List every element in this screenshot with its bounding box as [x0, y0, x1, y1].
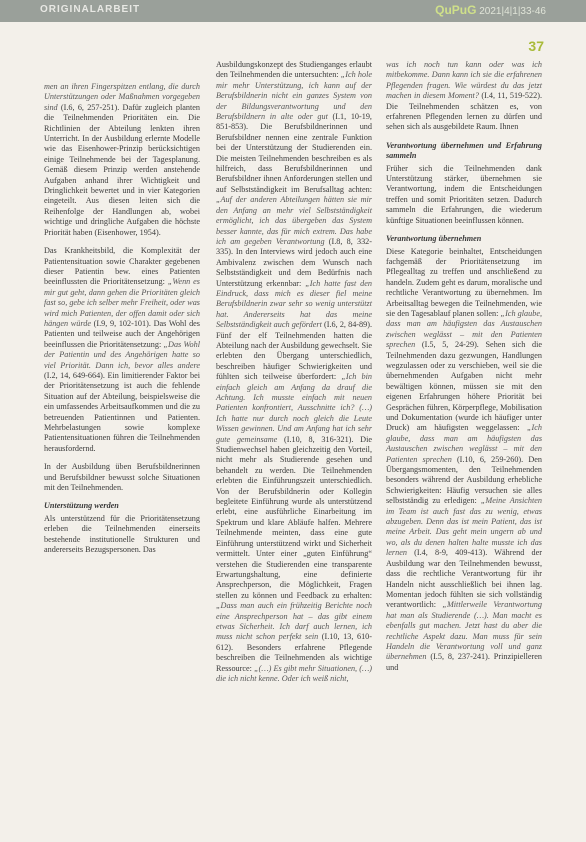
- body-text: Diese Kategorie beinhaltet, Entscheidungen fachgemäß der Prioritätensetzung im Pflegealltag zu treffen und anschließend zu handeln. Zudem geht es darum, moralische und rechtliche Verantwortung zu übernehmen. Im Arbeitsalltag bewegen die Teilnehmenden, wie sie den Tagesablauf planen sollen:: [386, 246, 542, 318]
- text-column-3: [386, 60, 542, 681]
- journal-issue: 2021|4|1|33-46: [479, 6, 546, 17]
- text-column-2: [216, 60, 372, 692]
- subheading: Verantwortung übernehmen und Erfahrung sammeln: [386, 140, 542, 161]
- paragraph: [44, 514, 200, 556]
- quote: „Ich glaube, dass man am häufigsten das Austauschen zwischen weglässt – mit den Patienten sprechen: [386, 423, 542, 464]
- body-text: In der Ausbildung üben Berufsbildnerinnen und Berufsbildner bewusst solche Situationen mit den Teilnehmenden.: [44, 462, 200, 493]
- body-text: Als unterstützend für die Prioritätensetzung erleben die Teilnehmenden einerseits bestehende institutionelle Strukturen und andererseits Bezugspersonen. Das: [44, 513, 200, 555]
- quote: „(…) Es gibt mehr Situationen, (…) die ich nicht kenne. Oder ich weiß nicht,: [216, 663, 372, 683]
- body-text: (I.2, 14, 649-664). Ein limitierender Faktor bei der Prioritätensetzung ist auch die fehlende Situation auf der Abteilung, beispielsweise die ein umfassendes Arbeitsaufkommen und die zu betreuenden Patientinnen und Patienten. Mehrbelastungen sowie komplexe Patientensituationen führen die Teilnehmenden herausfordernd.: [44, 370, 200, 453]
- body-text: Ausbildungskonzept des Studienganges erlaubt den Teilnehmenden die untersuchten:: [216, 60, 372, 80]
- paragraph: [44, 462, 200, 493]
- quote: „Wenn es mir gut geht, dann gehen die Prioritäten gleich fast so, gebe ich selber mehr Freiheit, oder was wird mich Patienten, der offen damit oder sich hängen würde: [44, 277, 200, 328]
- quote: was ich noch tun kann oder was ich mitbekomme. Dann kann ich sie die erfahrenen Pflegenden fragen. Wie würdest du das jetzt machen in diesem Moment?: [386, 60, 542, 101]
- body-text: (I.1, 10-19, 851-853). Die Berufsbildnerinnen und Berufsbildner nennen eine zentrale Funktion bei der Unterstützung der Studierenden ein. Die meisten Teilnehmenden beschreiben es als hilfreich, dass Berufsbildnerinnen und Berufsbildner ihnen Anforderungen stellen und auf Selbstständigkeit im Berufsalltag achten:: [216, 112, 372, 194]
- text-column-1: [44, 82, 200, 563]
- body-text: (I.4, 8-9, 409-413). Während der Ausbildung war den Teilnehmenden bewusst, dass die rechtliche Verantwortung für ihr Handeln nicht ausschließlich bei ihnen lag. Momentan jedoch fühlten sie sich vollständig verantwortlich:: [386, 548, 542, 610]
- body-text: (I.10, 6, 259-260). Den Übergangsmomenten, den Teilnehmenden besonders während der Ausbildung erhebliche Schwierigkeiten: Häufig versuchen sie alles selbstständig zu erledigen:: [386, 454, 542, 506]
- subheading: Verantwortung übernehmen: [386, 234, 482, 244]
- page-header: [0, 0, 586, 22]
- paragraph: [44, 82, 200, 238]
- body-text: Das Krankheitsbild, die Komplexität der Patientensituation sowie Charakter gegebenen dieser Patientin bew. eines Patienten beeinflussten die Prioritätensetzung:: [44, 246, 200, 287]
- quote: „Meine Ansichten im Team ist auch fast das zu wenig, etwas abzugeben. Denn das ist mein Patient, das ist meine Arbeit. Das geht mein ungern ab und wo, als du denen halten halte musste ich das lernen: [386, 496, 542, 558]
- quote: men an ihren Fingerspitzen entlang, die durch Unterstützungen oder Maßnahmen vorgegeben sind: [44, 82, 200, 112]
- body-text: (I.6, 6, 257-251). Dafür zugleich planten die Teilnehmenden Prioritäten ein. Die Richtlinien der Abteilung lenkten ihren Unterricht. In der Ausbildung erlernte Modelle wie das Eisenhower-Prinzip berücksichtigen einige Teilnehmende bei der Tagesplanung. Gemäß diesem Prinzip werden anstehende Aufgaben anhand ihrer Wichtigkeit und Dringlichkeit bewertet und in vier Kategorien eingeteilt. Aus diesen leiten sich die Reihenfolge der Handlungen ab, wobei wichtige und dringliche Aufgaben die höchste Priorität haben (Eisenhower, 1954).: [44, 102, 200, 237]
- quote: „Ich hatte fast den Eindruck, dass mich es dieser fiel meine Berufsbildnerin zwar sehr so wenig unterstützt hat. Andererseits hat das meine Selbstständigkeit auch gefördert: [216, 278, 372, 330]
- paragraph: [386, 60, 542, 133]
- section-label: ORIGINALARBEIT: [40, 4, 141, 15]
- journal-name: QuPuG: [435, 3, 477, 17]
- quote: „Ich glaube, dass man am häufigsten das Austauschen zwischen weglässt – mit den Patienten sprechen: [386, 308, 543, 350]
- journal-reference: [435, 3, 546, 17]
- body-text: (I.9, 9, 102-101). Das Wohl des Patienten und teilweise auch der Angehörigen beeinflussen die Prioritätensetzung:: [44, 318, 200, 349]
- body-text: (I.10, 8, 316-321). Die Studienwechsel haben gleichzeitig den Vorteil, nicht mehr als Studierende gesehen und behandelt zu werden. Die Teilnehmenden erlebten die Einführungszeit unterschiedlich. Von der Berufsbildnerin oder Kollegin begleitete Einführung wurde als unterstützend erlebt, eine ausführliche Einarbeitung im Spektrum und klare Abläufe halfen. Mehrere Teilnehmende meinten, dass eine gute Einführung unterstützend wirkt und Sicherheit vermittelt. Unter einer „guten Einführung“ verstehen die Studierenden eine transparente Erwartungshaltung, eine definierte Ansprechperson, die Möglichkeit, Fragen stellen zu können und Feedback zu erhalten:: [216, 434, 372, 600]
- quote: „Ich hole mir mehr Unterstützung, ich kann auf der Berufsbildnerin nicht ein ganzes System von der Bildungsverantwortung und den Berufsbildnern in alte oder gut: [216, 70, 373, 122]
- quote: „Dass man auch ein frühzeitig Berichte noch eine Ansprechperson hat – das gibt einem etwas Sicherheit. Ich darf auch lernen, ich muss nicht schon perfekt sein: [216, 601, 372, 642]
- subheading: Unterstützung werden: [44, 501, 119, 511]
- body-text: (I.8, 8, 332-335). In den Interviews wird jedoch auch eine Ambivalenz zwischen dem Wunsch nach Selbstständigkeit und dem Bedürfnis nach Unterstützung erkennbar:: [216, 236, 372, 288]
- body-text: (I.6, 2, 84-89). Fünf der elf Teilnehmenden hatten die Abteilung nach der Ausbildung gewechselt. Sie erlebten den Übergang unterschiedlich, beschreiben häufiger Schwierigkeiten und fühlten sich teilweise überfordert:: [216, 320, 372, 382]
- body-text: (I.5, 5, 24-29). Sehen sich die Teilnehmenden dazu gezwungen, Handlungen wegzulassen oder zu verschieben, weil sie die übernehmenden Aufgaben nicht mehr bewältigen können, müssen sie mit den eigenen Erfahrungen höhere Priorität bei Gesprächen führen, Körperpflege, Mobilisation und Dokumentation (wurde ich häufiger unter Druck) am häufigsten weggelassen:: [386, 340, 542, 433]
- quote: „Mittlerweile Verantwortung hat man als Studierende (…). Man macht es ebenfalls gut machen. Jetzt hast du aber die rechtliche Aspekt dazu. Man muss für sein Handeln die Verantwortung voll und ganz übernehmen: [386, 600, 542, 662]
- page-number: 37: [528, 38, 544, 54]
- quote: „Das Wohl der Patientin und des Angehörigen hatte so viel Priorität. Dann ich, bevor alles andere: [44, 339, 200, 370]
- paragraph: [216, 60, 372, 684]
- body-text: (I.5, 8, 237-241). Prinzipielleren und: [386, 652, 542, 672]
- quote: „Auf der anderen Abteilungen hätten sie mir den Anfang an mehr viel Selbstständigkeit ermöglicht, ich das übergeben das System besser kannte, das für mich extrem. Das habe ich am gegeben Verantwortung: [216, 195, 372, 246]
- paragraph: [386, 164, 542, 226]
- body-text: (I.10, 13, 610-612). Besonders erfahrene Pflegende beschreiben die Teilnehmenden als wichtige Ressource:: [216, 632, 372, 673]
- body-text: Früher sich die Teilnehmenden dank Unterstützung stärker, übernehmen sie Verantwortung, indem die Entscheidungen treffen und somit Prioritäten setzen. Dadurch sammeln die Erfahrungen, die wiederum künftige Situationen beeinflussen können.: [386, 163, 542, 225]
- body-text: (I.4, 11, 519-522). Die Teilnehmenden schätzen es, von erfahrenen Pflegenden lernen zu dürfen und sehen sich als ausgebildete Raum. Ihnen: [386, 91, 542, 132]
- paragraph: [44, 246, 200, 454]
- paragraph: [386, 247, 542, 674]
- quote: „Ich bin einfach gleich am Anfang da drauf die Achtung. Ich musste einfach mit neuen Patienten konfrontiert, Ausschnitte ich? (…) Ich hatte nur durch noch gleich die Leute Wissen gewinnen. Und am Anfang hat ich sehr gute gemeinsame: [216, 372, 372, 444]
